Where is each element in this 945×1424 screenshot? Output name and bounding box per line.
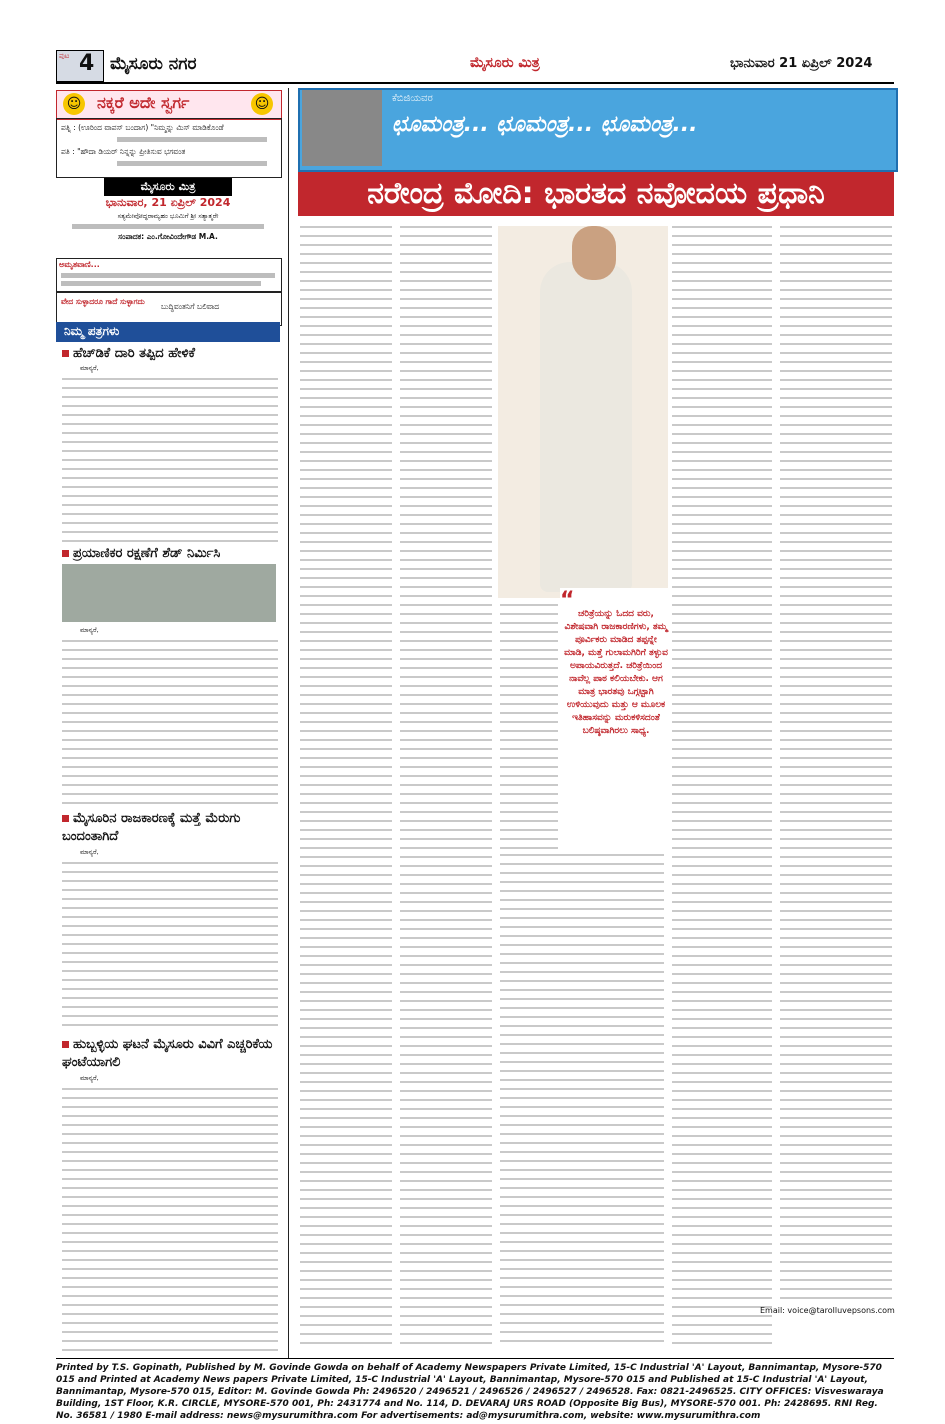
- article-column: [400, 222, 492, 1348]
- proverb-right: ಬುದ್ಧಿವಂತನಿಗೆ ಬಲಿವಾದ: [161, 302, 220, 311]
- footer-rule: [56, 1358, 894, 1359]
- letter-body: [62, 858, 278, 1032]
- quote-mark-icon: “: [560, 588, 575, 613]
- header-rule: [56, 82, 894, 84]
- laughing-face-icon: ☺: [63, 93, 85, 115]
- page-number-box: [56, 50, 104, 82]
- mini-motto: ಸತ್ಯಮೇವೋದ್ಧರಾಮ್ಯಹಂ ಭೂಮಿಗೆ ಶ್ರೀ ಸತ್ಯಾತ್ಮರೇ: [117, 212, 219, 220]
- letter-salutation: ಮಾನ್ಯರೆ,: [80, 848, 99, 856]
- letter-title: ಪ್ರಯಾಣಿಕರ ರಕ್ಷಣೆಗೆ ಶೆಡ್ ನಿರ್ಮಿಸಿ: [62, 546, 278, 561]
- column-name: ಛೂಮಂತ್ರ... ಛೂಮಂತ್ರ... ಛೂಮಂತ್ರ...: [392, 112, 698, 137]
- article-column: [780, 222, 892, 1302]
- author-portrait: [302, 90, 382, 166]
- issue-date: ಭಾನುವಾರ 21 ಏಪ್ರಿಲ್ 2024: [730, 56, 873, 71]
- imprint-footer: Printed by T.S. Gopinath, Published by M. Govinde Gowda on behalf of Academy Newspapers Private Limited, 15-C Industrial 'A' Layout, Bannimantap, Mysore-570 015 and Printed at Academy News papers Private Limited, 15-C Industrial 'A' Layout, Bannimantap, Mysore-570 015 and Published at 15-C Industrial 'A' Layout, Bannimantap, Mysore-570 015, Editor: M. Govinde Gowda Ph: 2496520 / 2496521 / 2496526 / 2496527 / 2496528. Fax: 0821-2496525. CITY OFFICES: Visveswaraya Building, 1ST Floor, K.R. CIRCLE, MYSORE-570 001, Ph: 2431774 and No. 114, D. DEVARAJ URS ROAD (Opposite Big Bus), MYSORE-570 001. Ph: 2428695. RNI Reg. No. 36581 / 1980 E-mail address: news@mysurumithra.com For advertisements: ad@mysurumithra.com, website: www.mysurumithra.com: [56, 1363, 884, 1421]
- joke-title: ನಕ್ಕರೆ ಅದೇ ಸ್ವರ್ಗ: [97, 93, 190, 112]
- letter-salutation: ಮಾನ್ಯರೆ,: [80, 1074, 99, 1082]
- joke-line: ಪತ್ನಿ : (ಊರಿಂದ ವಾಪಸ್ ಬಂದಾಗ) "ನಿಮ್ಮನ್ನು ಮಿಸ್ ಮಾಡಿಕೊಂಡೆ: [61, 123, 224, 132]
- letter-title: ಹೆಚ್‌ಡಿಕೆ ದಾರಿ ತಪ್ಪಿದ ಹೇಳಿಕೆ: [62, 346, 278, 361]
- letter-body: [62, 1084, 278, 1354]
- bullet-icon: [62, 1041, 69, 1048]
- letter-title: ಮೈಸೂರಿನ ರಾಜಕಾರಣಕ್ಕೆ ಮತ್ತೆ ಮೆರುಗು ಬಂದಂತಾಗಿದೆ: [62, 811, 241, 844]
- author-email: Email: voice@tarolluvepsons.com: [760, 1306, 895, 1315]
- masthead: ಮೈಸೂರು ಮಿತ್ರ: [470, 55, 540, 71]
- pull-quote: [560, 588, 672, 848]
- bullet-icon: [62, 550, 69, 557]
- mini-date: ಭಾನುವಾರ, 21 ಏಪ್ರಿಲ್ 2024: [105, 196, 231, 209]
- letter-salutation: ಮಾನ್ಯರೆ,: [80, 364, 99, 372]
- article-column: [672, 222, 772, 1348]
- mini-masthead: ಮೈಸೂರು ಮಿತ್ರ: [104, 178, 232, 196]
- page-number: 4: [79, 51, 95, 76]
- joke-line: ಪತಿ : "ಹೌದಾ ಡಿಯರ್ ನಿನ್ನನ್ನು ಪ್ರೀತಿಸುವ ಭಗವಂತ: [61, 147, 186, 156]
- bus-shelter-photo: [62, 564, 276, 622]
- column-divider: [288, 88, 289, 1358]
- letters-banner: [56, 322, 280, 342]
- article-column: [300, 222, 392, 1348]
- joke-section-header: [56, 90, 282, 120]
- amrutha-label: ಅಮೃತವಾಣಿ...: [59, 260, 100, 269]
- proverb-box: [56, 292, 282, 326]
- pull-quote-text: ಚರಿತ್ರೆಯನ್ನು ಓದದ ವರು, ವಿಶೇಷವಾಗಿ ರಾಜಕಾರಣಿಗಳು, ತಮ್ಮ ಪೂರ್ವಿಕರು ಮಾಡಿದ ತಪ್ಪನ್ನೇ ಮಾಡಿ, ಮತ್ತೆ ಗುಲಾಮಗಿರಿಗೆ ತಳ್ಳುವ ಅಪಾಯವಿರುತ್ತದೆ. ಚರಿತ್ರೆಯಿಂದ ನಾವೆಲ್ಲ ಪಾಠ ಕಲಿಯಬೇಕು. ಆಗ ಮಾತ್ರ ಭಾರತವು ಒಗ್ಗಟ್ಟಾಗಿ ಉಳಿಯುವುದು ಮತ್ತು ಆ ಮೂಲಕ ಇತಿಹಾಸವನ್ನು ಮರುಕಳಿಸದಂತೆ ಬಲಿಷ್ಠವಾಗಿರಲು ಸಾಧ್ಯ.: [564, 609, 668, 736]
- laughing-face-icon: ☺: [251, 93, 273, 115]
- page-label: ಪುಟ: [59, 52, 70, 60]
- headline: ನರೇಂದ್ರ ಮೋದಿ: ಭಾರತದ ನವೋದಯ ಪ್ರಧಾನಿ: [367, 176, 825, 211]
- headline-bar: [298, 172, 894, 216]
- bullet-icon: [62, 350, 69, 357]
- amrutha-vani-box: [56, 258, 282, 292]
- letter-salutation: ಮಾನ್ಯರೆ,: [80, 626, 99, 634]
- article-column: [500, 850, 664, 1348]
- letter-body: [62, 636, 278, 808]
- section-title: ಮೈಸೂರು ನಗರ: [110, 54, 197, 74]
- proverb-left: ವೇದ ಸುಳ್ಳಾದರೂ ಗಾದೆ ಸುಳ್ಳಾಗದು: [61, 297, 145, 306]
- bullet-icon: [62, 815, 69, 822]
- joke-box: [56, 118, 282, 178]
- editor-line: ಸಂಪಾದಕ: ಎಂ.ಗೋವಿಂದೇಗೌಡ M.A.: [118, 232, 218, 241]
- modi-figure: [540, 262, 632, 592]
- letter-title: ಹುಬ್ಬಳ್ಳಿಯ ಘಟನೆ ಮೈಸೂರು ವಿವಿಗೆ ಎಚ್ಚರಿಕೆಯ ಘಂಟೆಯಾಗಲಿ: [62, 1037, 273, 1070]
- letter-body: [62, 374, 278, 542]
- column-kicker: ಕೆಬಿಜಿಯವರ: [392, 93, 433, 104]
- modi-head: [572, 226, 616, 280]
- letters-banner-title: ನಿಮ್ಮ ಪತ್ರಗಳು: [64, 324, 120, 338]
